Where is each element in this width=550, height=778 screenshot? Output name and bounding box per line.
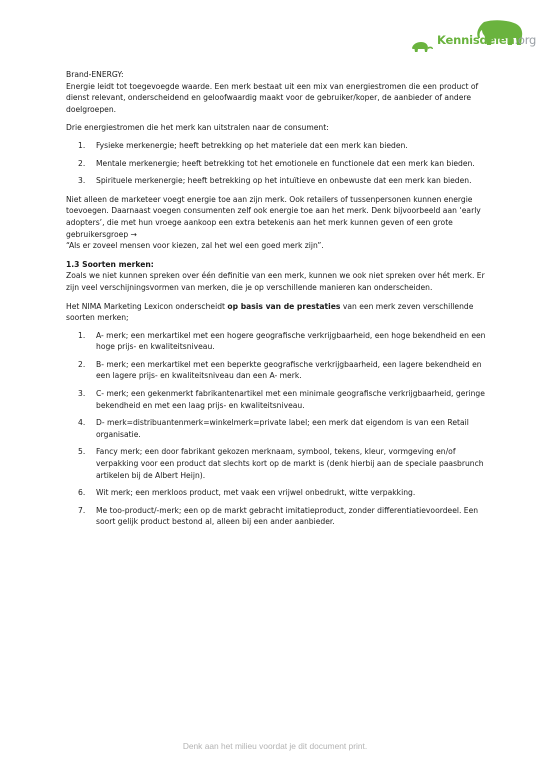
nima-text-after: van een merk zeven verschillende soorten merken; <box>66 301 474 323</box>
list-text: Me too-product/-merk; een op de markt gebracht imitatieproduct, zonder differentiatievoordeel. Een soort gelijk product bestond al, alleen bij een ander aanbieder. <box>96 505 479 527</box>
brand-energy-paragraph: Energie leidt tot toegevoegde waarde. Een merk bestaat uit een mix van energiestromen die een product of dienst relevant, onderscheidend en geloofwaardig maakt voor de gebruiker/koper, de aanbieder of andere doelgroepen. <box>66 81 479 114</box>
brand-energy-heading: Brand-ENERGY: <box>66 70 124 79</box>
section-heading: 1.3 Soorten merken: <box>66 259 154 269</box>
list-text: Fysieke merkenergie; heeft betrekking op het materiele dat een merk kan bieden. <box>96 140 408 150</box>
list-item <box>66 487 486 499</box>
list-number: 3. <box>78 176 86 186</box>
list-text: Spirituele merkenergie; heeft betrekking op het intuïtieve en onbewuste dat een merk kan bieden. <box>96 176 472 186</box>
logo-name: Kennisdelen <box>437 33 515 47</box>
list-number: 7. <box>78 505 86 515</box>
footer-note: Denk aan het milieu voordat je dit document print. <box>182 741 368 751</box>
list-item <box>66 417 486 440</box>
kennisdelen-logo[interactable] <box>410 18 537 54</box>
list-number: 2. <box>78 158 86 168</box>
nima-text-bold: op basis van de prestaties <box>227 301 341 311</box>
brand-types-list <box>66 330 486 528</box>
list-item <box>66 158 486 170</box>
list-number: 1. <box>78 330 86 340</box>
list-item <box>66 330 486 353</box>
list-number: 3. <box>78 389 86 399</box>
list-text: Wit merk; een merkloos product, met vaak een vrijwel onbedrukt, witte verpakking. <box>96 488 416 498</box>
energy-streams-intro: Drie energiestromen die het merk kan uitstralen naar de consument: <box>66 123 329 133</box>
list-number: 2. <box>78 359 86 369</box>
list-item <box>66 388 486 411</box>
nima-text-before: Het NIMA Marketing Lexicon onderscheidt <box>66 301 228 311</box>
nima-paragraph <box>66 301 486 324</box>
list-text: Fancy merk; een door fabrikant gekozen merknaam, symbool, tekens, kleur, vormgeving en/of verpakking voor een product dat slechts kort op de markt is (denk hierbij aan de speciale paasbrunch artikelen bij de Albert Heijn). <box>96 447 484 480</box>
list-item <box>66 175 486 187</box>
list-text: D- merk=distribuantenmerk=winkelmerk=private label; een merk dat eigendom is van een Retail organisatie. <box>96 418 469 439</box>
list-number: 6. <box>78 488 86 498</box>
list-item <box>66 446 486 481</box>
logo-tld: .org <box>514 33 537 47</box>
energy-streams-list <box>66 140 486 187</box>
list-item <box>66 359 486 382</box>
list-item <box>66 505 486 528</box>
list-item <box>66 140 486 152</box>
list-text: B- merk; een merkartikel met een beperkte geografische verkrijgbaarheid, een lagere bekendheid en een lagere prijs- en kwaliteitsniveau dan een A- merk. <box>96 359 482 381</box>
section-paragraph: Zoals we niet kunnen spreken over één definitie van een merk, kunnen we ook niet spreken over hét merk. Er zijn veel verschijningsvormen van merken, die je op verschillende manieren kan onderscheiden. <box>66 271 485 292</box>
list-text: C- merk; een gekenmerkt fabrikantenartikel met een minimale geografische verkrijgbaarheid, geringe bekendheid en met een laag prijs- en kwaliteitsniveau. <box>96 389 485 410</box>
list-number: 1. <box>78 140 86 150</box>
document-body <box>66 69 486 528</box>
list-number: 4. <box>78 418 86 428</box>
list-text: A- merk; een merkartikel met een hogere geografische verkrijgbaarheid, een hoge bekendheid en een hoge prijs- en kwaliteitsniveau. <box>96 330 486 352</box>
list-number: 5. <box>78 447 86 457</box>
marketeer-quote: “Als er zoveel mensen voor kiezen, zal het wel een goed merk zijn”. <box>66 241 324 251</box>
marketeer-paragraph: Niet alleen de marketeer voegt energie toe aan zijn merk. Ook retailers of tussenpersonen kunnen energie toevoegen. Daarnaast voegen consumenten zelf ook energie toe aan het merk. Denk bijvoorbeeld aan ‘early adopters’, die met hun vroege aankoop een extra betekenis aan het merk kunnen geven of een grote gebruikersgroep → <box>66 194 481 239</box>
list-text: Mentale merkenergie; heeft betrekking tot het emotionele en functionele dat een merk kan bieden. <box>96 158 475 168</box>
